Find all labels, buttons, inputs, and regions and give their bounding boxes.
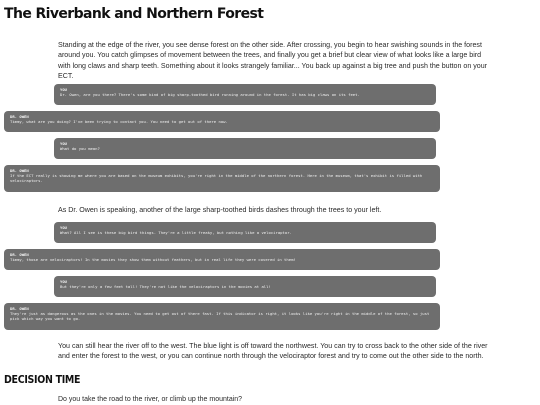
dialogue-bubble-owen <box>4 249 440 270</box>
dialogue-text: What do you mean? <box>60 146 100 152</box>
dialogue-speaker: YOU <box>60 279 68 284</box>
closing-paragraph: You can still hear the river off to the west. The blue light is off toward the northwest. You can try to cross back to the other side of the river and enter the forest to the west, or you can continue north through the velociraptor forest and try to come out the other side to the north. <box>58 342 488 361</box>
dialogue-speaker: YOU <box>60 141 68 146</box>
dialogue-bubble-owen <box>4 303 440 330</box>
dialogue-bubble-you <box>54 138 436 159</box>
intro-paragraph: Standing at the edge of the river, you see dense forest on the other side. After crossing, you begin to hear swishing sounds in the forest around you. You catch glimpses of movement between the trees, and finally you get a brief but clear view of what looks like a large bird with long claws and sharp teeth. Something about it looks strangely familiar... You back up against a big tree and push the button on your ECT. <box>58 41 488 81</box>
dialogue-text: Timmy, what are you doing? I've been trying to contact you. You need to get out of there now. <box>10 119 228 125</box>
dialogue-speaker: DR. OWEN <box>10 168 29 173</box>
dialogue-text: Dr. Owen, are you there? There's some kind of big sharp-toothed bird running around in the forest. It has big claws on its feet. <box>60 92 360 98</box>
dialogue-speaker: DR. OWEN <box>10 306 29 311</box>
decision-heading: DECISION TIME <box>4 374 81 386</box>
dialogue-speaker: YOU <box>60 87 68 92</box>
dialogue-text: If the ECT really is showing me where you are based on the museum exhibits, you're right in the middle of the northern forest. Here in the museum, that's exhibit is filled with velociraptors. <box>10 173 423 184</box>
dialogue-bubble-you <box>54 276 436 297</box>
dialogue-speaker: DR. OWEN <box>10 114 29 119</box>
dialogue-bubble-you <box>54 222 436 243</box>
dialogue-bubble-you <box>54 84 436 105</box>
dialogue-text: Timmy, those are velociraptors! In the movies they show them without feathers, but in real life they were covered in them! <box>10 257 296 263</box>
dialogue-bubble-owen <box>4 111 440 132</box>
dialogue-speaker: YOU <box>60 225 68 230</box>
dialogue-text: They're just as dangerous as the ones in the movies. You need to get out of there fast. If this indicator is right, it looks like you're right in the middle of the forest, so just pick which way you want to go. <box>10 311 430 322</box>
dialogue-bubble-owen <box>4 165 440 192</box>
dialogue-speaker: DR. OWEN <box>10 252 29 257</box>
dialogue-text: What? All I see is these big bird things. They're a little freaky, but nothing like a velociraptor. <box>60 230 292 236</box>
decision-prompt: Do you take the road to the river, or climb up the mountain? <box>58 396 243 403</box>
middle-paragraph: As Dr. Owen is speaking, another of the large sharp-toothed birds dashes through the trees to your left. <box>58 206 382 214</box>
page-title: The Riverbank and Northern Forest <box>4 6 264 22</box>
dialogue-text: But they're only a few feet tall! They're not like the velociraptors in the movies at all! <box>60 284 271 290</box>
